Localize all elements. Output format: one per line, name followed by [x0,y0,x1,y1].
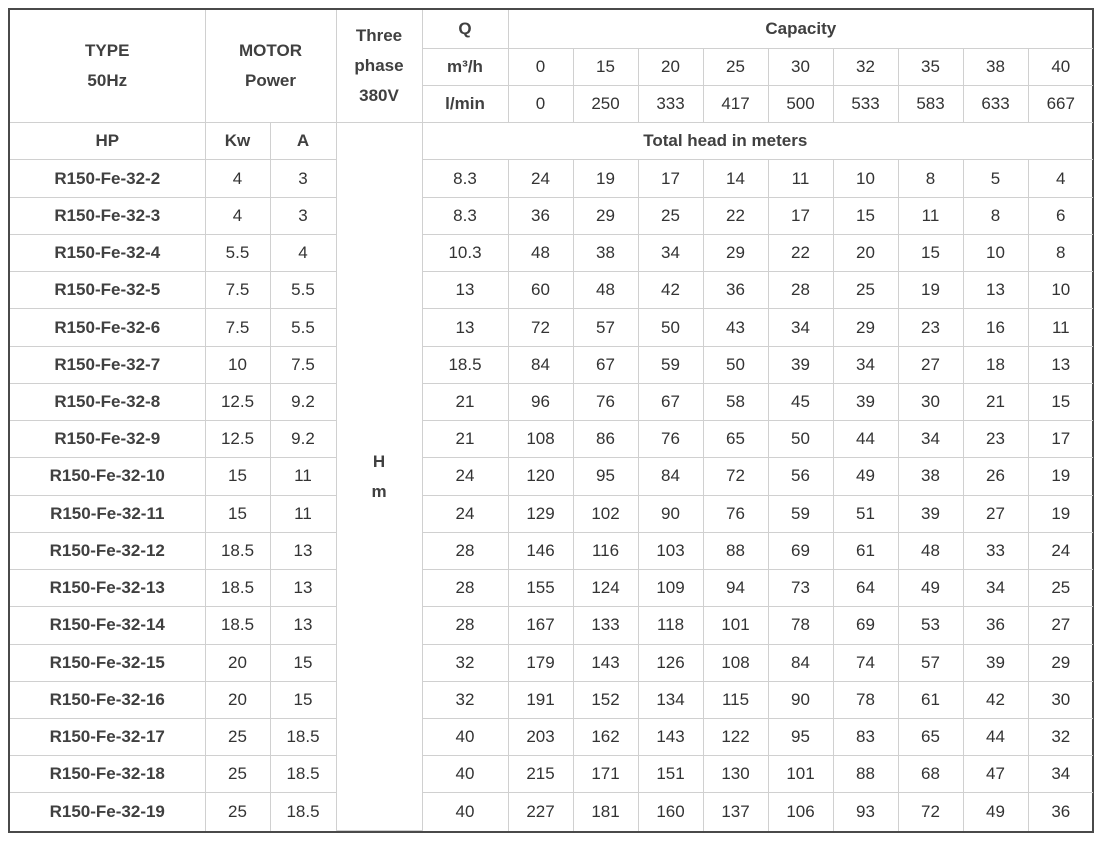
head-value: 59 [638,346,703,383]
amp-value: 32 [422,681,508,718]
head-value: 44 [963,718,1028,755]
head-value: 11 [1028,309,1093,346]
head-value: 15 [898,234,963,271]
head-value: 50 [703,346,768,383]
head-value: 155 [508,570,573,607]
pump-type: R150-Fe-32-17 [10,718,205,755]
pump-type: R150-Fe-32-6 [10,309,205,346]
amp-value: 28 [422,570,508,607]
head-value: 64 [833,570,898,607]
head-value: 25 [1028,570,1093,607]
kw-value: 5.5 [270,309,336,346]
hp-value: 20 [205,681,270,718]
q-label: Q [422,10,508,48]
head-value: 69 [833,607,898,644]
head-unit-cell [336,123,422,831]
table-row [10,793,1093,831]
head-value: 39 [963,644,1028,681]
head-value: 30 [898,383,963,420]
kw-value: 9.2 [270,421,336,458]
head-value: 65 [898,718,963,755]
pump-type: R150-Fe-32-14 [10,607,205,644]
lmin-label: l/min [422,85,508,122]
head-value: 39 [833,383,898,420]
head-value: 48 [573,272,638,309]
head-value: 33 [963,532,1028,569]
head-value: 21 [963,383,1028,420]
kw-value: 18.5 [270,793,336,831]
pump-type: R150-Fe-32-4 [10,234,205,271]
capacity-m3h-value: 40 [1028,48,1093,85]
head-value: 17 [638,160,703,197]
head-value: 48 [898,532,963,569]
head-value: 26 [963,458,1028,495]
kw-value: 15 [270,644,336,681]
table-row [10,383,1093,420]
capacity-lmin-value: 0 [508,85,573,122]
header-row-q [10,10,1093,48]
head-value: 18 [963,346,1028,383]
hp-value: 15 [205,458,270,495]
head-value: 36 [703,272,768,309]
amp-value: 21 [422,383,508,420]
head-value: 227 [508,793,573,831]
kw-value: 18.5 [270,718,336,755]
head-value: 72 [508,309,573,346]
head-value: 24 [508,160,573,197]
head-value: 61 [833,532,898,569]
phase-line1: Three [355,26,403,46]
head-value: 61 [898,681,963,718]
hp-value: 12.5 [205,421,270,458]
head-value: 120 [508,458,573,495]
head-value: 36 [508,197,573,234]
capacity-lmin-value: 633 [963,85,1028,122]
head-value: 13 [963,272,1028,309]
head-value: 51 [833,495,898,532]
head-value: 11 [768,160,833,197]
motor-label: MOTOR [239,41,302,61]
head-value: 34 [898,421,963,458]
capacity-label: Capacity [508,10,1093,48]
a-label: A [270,123,336,160]
head-value: 84 [638,458,703,495]
head-value: 20 [833,234,898,271]
head-value: 134 [638,681,703,718]
phase-line2: phase [354,56,404,76]
amp-value: 21 [422,421,508,458]
amp-value: 40 [422,718,508,755]
total-head-label: Total head in meters [422,123,1028,160]
amp-value: 28 [422,532,508,569]
head-value: 76 [703,495,768,532]
head-value: 108 [703,644,768,681]
capacity-m3h-value: 35 [898,48,963,85]
pump-type: R150-Fe-32-19 [10,793,205,831]
table-row [10,160,1093,197]
capacity-lmin-value: 533 [833,85,898,122]
amp-value: 10.3 [422,234,508,271]
kw-value: 15 [270,681,336,718]
head-value: 27 [1028,607,1093,644]
amp-value: 8.3 [422,160,508,197]
kw-value: 11 [270,458,336,495]
hp-value: 25 [205,756,270,793]
capacity-m3h-value: 15 [573,48,638,85]
head-value: 29 [573,197,638,234]
head-value: 171 [573,756,638,793]
table-row [10,681,1093,718]
head-value: 152 [573,681,638,718]
head-value: 56 [768,458,833,495]
kw-value: 3 [270,197,336,234]
amp-value: 28 [422,607,508,644]
power-label: Power [244,71,297,91]
head-value: 50 [768,421,833,458]
head-value: 42 [638,272,703,309]
head-value: 83 [833,718,898,755]
amp-value: 32 [422,644,508,681]
head-value: 23 [963,421,1028,458]
amp-value: 8.3 [422,197,508,234]
head-value: 58 [703,383,768,420]
head-value: 60 [508,272,573,309]
hp-label: HP [10,123,205,160]
head-value: 57 [898,644,963,681]
head-value: 6 [1028,197,1093,234]
head-value: 39 [768,346,833,383]
head-value: 162 [573,718,638,755]
head-value: 95 [768,718,833,755]
head-value: 25 [833,272,898,309]
hp-value: 15 [205,495,270,532]
head-value: 10 [963,234,1028,271]
head-value: 22 [768,234,833,271]
capacity-lmin-value: 333 [638,85,703,122]
kw-value: 13 [270,532,336,569]
h-label: H [372,451,386,471]
amp-value: 40 [422,793,508,831]
head-value: 38 [898,458,963,495]
table-row [10,644,1093,681]
capacity-m3h-value: 25 [703,48,768,85]
head-value: 181 [573,793,638,831]
hp-value: 10 [205,346,270,383]
head-value: 65 [703,421,768,458]
head-value: 129 [508,495,573,532]
phase-line3: 380V [359,86,399,106]
pump-type: R150-Fe-32-5 [10,272,205,309]
head-value: 68 [898,756,963,793]
head-value: 15 [833,197,898,234]
head-value: 23 [898,309,963,346]
head-value: 109 [638,570,703,607]
motor-power-header [205,10,336,123]
amp-value: 13 [422,309,508,346]
m-label: m [371,481,387,501]
capacity-m3h-value: 32 [833,48,898,85]
hp-value: 7.5 [205,309,270,346]
type-header [10,10,205,123]
head-value: 27 [963,495,1028,532]
head-value: 28 [768,272,833,309]
head-value: 103 [638,532,703,569]
pump-type: R150-Fe-32-18 [10,756,205,793]
type-label: TYPE [85,41,130,61]
head-value: 36 [963,607,1028,644]
head-value: 143 [573,644,638,681]
hp-value: 18.5 [205,607,270,644]
head-value: 137 [703,793,768,831]
head-value: 19 [1028,458,1093,495]
capacity-lmin-value: 250 [573,85,638,122]
kw-value: 5.5 [270,272,336,309]
head-value: 69 [768,532,833,569]
head-value: 50 [638,309,703,346]
head-value: 10 [833,160,898,197]
pump-type: R150-Fe-32-7 [10,346,205,383]
head-value: 8 [963,197,1028,234]
head-value: 179 [508,644,573,681]
hp-value: 5.5 [205,234,270,271]
head-value: 15 [1028,383,1093,420]
table-row [10,756,1093,793]
head-value: 101 [768,756,833,793]
table-row [10,532,1093,569]
head-value: 72 [703,458,768,495]
head-value: 151 [638,756,703,793]
head-value: 72 [898,793,963,831]
table-row [10,234,1093,271]
head-value: 76 [573,383,638,420]
table-row [10,495,1093,532]
head-value: 13 [1028,346,1093,383]
hp-value: 4 [205,160,270,197]
head-value: 124 [573,570,638,607]
kw-value: 7.5 [270,346,336,383]
head-value: 88 [833,756,898,793]
head-value: 57 [573,309,638,346]
kw-value: 11 [270,495,336,532]
head-value: 14 [703,160,768,197]
head-value: 25 [638,197,703,234]
capacity-m3h-value: 0 [508,48,573,85]
hp-value: 25 [205,793,270,831]
head-value: 215 [508,756,573,793]
head-value: 203 [508,718,573,755]
head-value: 5 [963,160,1028,197]
head-value: 95 [573,458,638,495]
head-value: 32 [1028,718,1093,755]
capacity-m3h-value: 30 [768,48,833,85]
head-value: 78 [833,681,898,718]
table-row [10,309,1093,346]
head-value: 29 [703,234,768,271]
capacity-lmin-value: 583 [898,85,963,122]
kw-value: 13 [270,607,336,644]
head-value: 86 [573,421,638,458]
kw-label: Kw [205,123,270,160]
m3h-label: m³/h [422,48,508,85]
head-value: 167 [508,607,573,644]
amp-value: 24 [422,495,508,532]
head-value: 67 [573,346,638,383]
head-value: 34 [833,346,898,383]
head-value: 59 [768,495,833,532]
head-value: 45 [768,383,833,420]
kw-value: 3 [270,160,336,197]
capacity-m3h-value: 38 [963,48,1028,85]
head-value: 94 [703,570,768,607]
pump-spec-table [10,10,1093,831]
head-value: 8 [898,160,963,197]
head-value: 93 [833,793,898,831]
head-value: 118 [638,607,703,644]
pump-type: R150-Fe-32-12 [10,532,205,569]
head-value: 53 [898,607,963,644]
pump-type: R150-Fe-32-10 [10,458,205,495]
head-value: 16 [963,309,1028,346]
head-value: 10 [1028,272,1093,309]
head-value: 39 [898,495,963,532]
hp-value: 12.5 [205,383,270,420]
head-value: 84 [508,346,573,383]
head-value: 38 [573,234,638,271]
head-value: 30 [1028,681,1093,718]
head-value: 146 [508,532,573,569]
head-value: 47 [963,756,1028,793]
table-row [10,718,1093,755]
head-value: 88 [703,532,768,569]
kw-value: 9.2 [270,383,336,420]
head-value: 19 [573,160,638,197]
head-value: 49 [963,793,1028,831]
head-value: 130 [703,756,768,793]
table-row [10,458,1093,495]
head-value: 11 [898,197,963,234]
freq-label: 50Hz [87,71,128,91]
head-value: 191 [508,681,573,718]
capacity-lmin-value: 667 [1028,85,1093,122]
kw-value: 13 [270,570,336,607]
amp-value: 13 [422,272,508,309]
head-value: 160 [638,793,703,831]
head-value: 36 [1028,793,1093,831]
head-value: 102 [573,495,638,532]
head-value: 29 [1028,644,1093,681]
spec-table-frame [8,8,1094,833]
pump-type: R150-Fe-32-3 [10,197,205,234]
head-value: 106 [768,793,833,831]
head-value: 49 [833,458,898,495]
table-row [10,197,1093,234]
table-row [10,346,1093,383]
amp-value: 24 [422,458,508,495]
hp-value: 4 [205,197,270,234]
head-value: 29 [833,309,898,346]
pump-type: R150-Fe-32-13 [10,570,205,607]
pump-type: R150-Fe-32-16 [10,681,205,718]
table-row [10,570,1093,607]
capacity-lmin-value: 417 [703,85,768,122]
head-value: 8 [1028,234,1093,271]
three-phase-header [336,10,422,123]
head-value: 74 [833,644,898,681]
head-value: 34 [768,309,833,346]
head-value: 4 [1028,160,1093,197]
kw-value: 18.5 [270,756,336,793]
head-value: 43 [703,309,768,346]
pump-type: R150-Fe-32-8 [10,383,205,420]
amp-value: 18.5 [422,346,508,383]
capacity-m3h-value: 20 [638,48,703,85]
head-value: 126 [638,644,703,681]
head-value: 34 [963,570,1028,607]
head-value: 90 [768,681,833,718]
amp-value: 40 [422,756,508,793]
hp-value: 7.5 [205,272,270,309]
head-value: 116 [573,532,638,569]
header-row-units [10,123,1093,160]
head-value: 73 [768,570,833,607]
head-value: 115 [703,681,768,718]
head-value: 34 [1028,756,1093,793]
head-value: 42 [963,681,1028,718]
pump-type: R150-Fe-32-11 [10,495,205,532]
head-value: 90 [638,495,703,532]
pump-type: R150-Fe-32-9 [10,421,205,458]
head-value: 17 [1028,421,1093,458]
hp-value: 20 [205,644,270,681]
hp-value: 18.5 [205,570,270,607]
head-value: 96 [508,383,573,420]
head-value: 19 [1028,495,1093,532]
head-value: 143 [638,718,703,755]
head-value: 19 [898,272,963,309]
kw-value: 4 [270,234,336,271]
head-value: 49 [898,570,963,607]
head-value: 84 [768,644,833,681]
table-row [10,421,1093,458]
head-value: 44 [833,421,898,458]
pump-type: R150-Fe-32-2 [10,160,205,197]
head-value: 101 [703,607,768,644]
table-row [10,607,1093,644]
table-row [10,272,1093,309]
head-value: 67 [638,383,703,420]
head-value: 78 [768,607,833,644]
head-value: 17 [768,197,833,234]
hp-value: 18.5 [205,532,270,569]
head-value: 48 [508,234,573,271]
head-value: 22 [703,197,768,234]
pump-type: R150-Fe-32-15 [10,644,205,681]
capacity-lmin-value: 500 [768,85,833,122]
head-value: 24 [1028,532,1093,569]
head-value: 27 [898,346,963,383]
head-value: 133 [573,607,638,644]
hp-value: 25 [205,718,270,755]
head-value: 108 [508,421,573,458]
head-value: 122 [703,718,768,755]
head-value: 76 [638,421,703,458]
head-value: 34 [638,234,703,271]
